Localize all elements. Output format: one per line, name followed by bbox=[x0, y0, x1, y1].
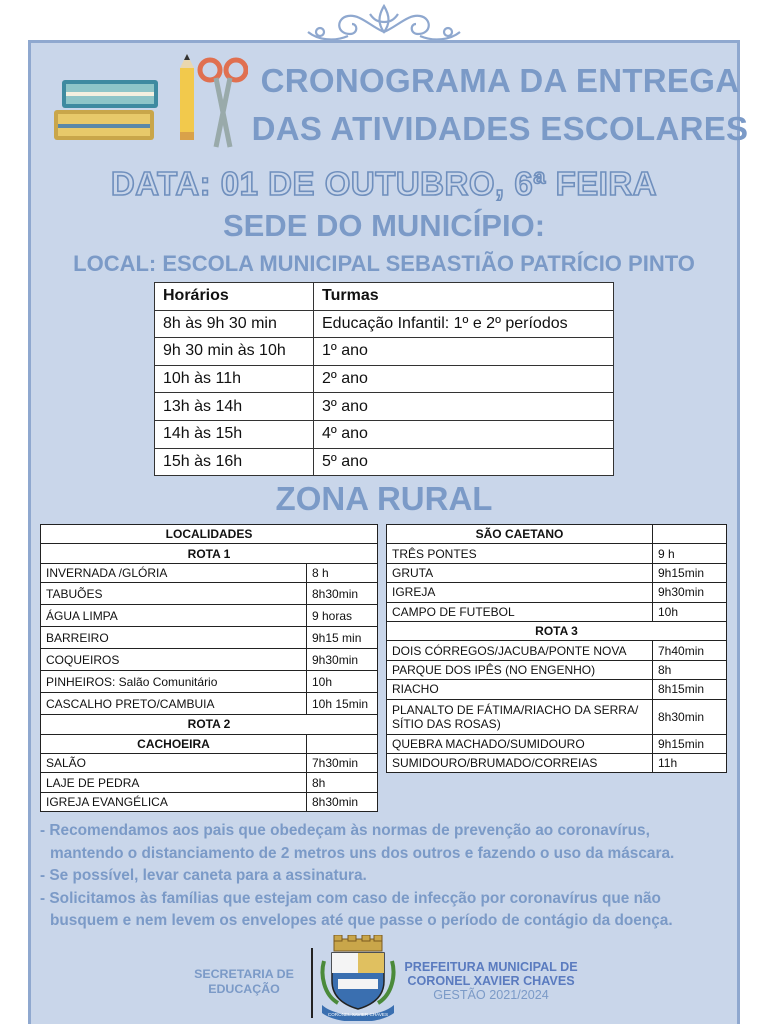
table-row bbox=[41, 773, 378, 792]
location-name: PLANALTO DE FÁTIMA/RIACHO DA SERRA/ SÍTIO DAS ROSAS) bbox=[387, 699, 653, 734]
prefeitura-label bbox=[396, 960, 586, 1002]
table-row bbox=[41, 583, 378, 605]
schedule-class: 4º ano bbox=[314, 420, 614, 448]
location-time: 8h bbox=[653, 660, 727, 679]
location-time: 8h30min bbox=[307, 792, 378, 811]
municipal-crest-icon bbox=[318, 935, 398, 1021]
table-row bbox=[387, 563, 727, 582]
table-row bbox=[387, 525, 727, 544]
table-row bbox=[41, 753, 378, 772]
prefeitura-line1: PREFEITURA MUNICIPAL DE bbox=[404, 960, 578, 974]
location-time: 9h15min bbox=[653, 563, 727, 582]
title-line-1: CRONOGRAMA DA ENTREGA bbox=[260, 62, 740, 99]
secretaria-label bbox=[186, 967, 302, 997]
local-heading: LOCAL: ESCOLA MUNICIPAL SEBASTIÃO PATRÍCIO PINTO bbox=[73, 251, 695, 276]
location-name: ÁGUA LIMPA bbox=[41, 605, 307, 627]
notes bbox=[40, 820, 740, 933]
header-turmas: Turmas bbox=[314, 283, 614, 311]
location-time: 7h40min bbox=[653, 641, 727, 660]
schedule-class: 5º ano bbox=[314, 448, 614, 476]
empty-cell bbox=[653, 525, 727, 544]
location-time: 11h bbox=[653, 753, 727, 772]
title-line-2: DAS ATIVIDADES ESCOLARES bbox=[251, 110, 749, 147]
schedule-time: 9h 30 min às 10h bbox=[155, 338, 314, 366]
rota2-header: ROTA 2 bbox=[41, 715, 378, 734]
note-3b: busquem e nem levem os envelopes até que passe o período de contágio da doença. bbox=[50, 912, 673, 930]
table-row bbox=[387, 660, 727, 679]
location-name: GRUTA bbox=[387, 563, 653, 582]
location-time: 8h15min bbox=[653, 680, 727, 699]
schedule-time: 15h às 16h bbox=[155, 448, 314, 476]
prefeitura-line2: CORONEL XAVIER CHAVES bbox=[407, 974, 575, 988]
table-row bbox=[387, 641, 727, 660]
location-name: LAJE DE PEDRA bbox=[41, 773, 307, 792]
location-name: RIACHO bbox=[387, 680, 653, 699]
table-row bbox=[155, 448, 614, 476]
localidades-header: LOCALIDADES bbox=[41, 525, 378, 544]
rota1-header: ROTA 1 bbox=[41, 544, 378, 563]
secretaria-line2: EDUCAÇÃO bbox=[208, 982, 280, 996]
sao-caetano-header: SÃO CAETANO bbox=[387, 525, 653, 544]
location-time: 9h30min bbox=[307, 649, 378, 671]
location-name: CASCALHO PRETO/CAMBUIA bbox=[41, 693, 307, 715]
location-time: 8h30min bbox=[307, 583, 378, 605]
location-name: PINHEIROS: Salão Comunitário bbox=[41, 671, 307, 693]
location-name: SUMIDOURO/BRUMADO/CORREIAS bbox=[387, 753, 653, 772]
location-name: IGREJA bbox=[387, 583, 653, 602]
location-name: IGREJA EVANGÉLICA bbox=[41, 792, 307, 811]
schedule-class: 1º ano bbox=[314, 338, 614, 366]
date-heading: DATA: 01 DE OUTUBRO, 6ª FEIRA bbox=[110, 165, 658, 202]
table-row bbox=[155, 365, 614, 393]
table-row bbox=[387, 734, 727, 753]
table-row bbox=[155, 338, 614, 366]
table-row bbox=[387, 602, 727, 621]
location-time: 10h bbox=[653, 602, 727, 621]
table-row bbox=[41, 605, 378, 627]
location-time: 9h15 min bbox=[307, 627, 378, 649]
location-name: TRÊS PONTES bbox=[387, 544, 653, 563]
table-row bbox=[41, 792, 378, 811]
schedule-time: 8h às 9h 30 min bbox=[155, 310, 314, 338]
table-row bbox=[387, 680, 727, 699]
table-row bbox=[155, 310, 614, 338]
table-row bbox=[41, 649, 378, 671]
location-time: 9 horas bbox=[307, 605, 378, 627]
books-pencil-scissors-icon bbox=[48, 52, 248, 152]
location-name: SALÃO bbox=[41, 753, 307, 772]
location-time: 9h30min bbox=[653, 583, 727, 602]
schedule-class: Educação Infantil: 1º e 2º períodos bbox=[314, 310, 614, 338]
location-name: QUEBRA MACHADO/SUMIDOURO bbox=[387, 734, 653, 753]
location-time: 10h 15min bbox=[307, 693, 378, 715]
location-name: COQUEIROS bbox=[41, 649, 307, 671]
sede-heading: SEDE DO MUNICÍPIO: bbox=[222, 208, 546, 243]
location-name: CAMPO DE FUTEBOL bbox=[387, 602, 653, 621]
location-name: TABUÕES bbox=[41, 583, 307, 605]
zona-rural-heading: ZONA RURAL bbox=[275, 480, 493, 517]
crest-text: CORONEL XAVIER CHAVES bbox=[327, 1012, 389, 1017]
header-horarios: Horários bbox=[155, 283, 314, 311]
location-time: 10h bbox=[307, 671, 378, 693]
location-time: 8 h bbox=[307, 563, 378, 582]
schedule-class: 2º ano bbox=[314, 365, 614, 393]
location-time: 8h30min bbox=[653, 699, 727, 734]
table-row bbox=[41, 715, 378, 734]
schedule-time: 10h às 11h bbox=[155, 365, 314, 393]
schedule-table bbox=[154, 282, 614, 476]
table-row bbox=[41, 627, 378, 649]
divider bbox=[311, 948, 313, 1018]
ornament-icon bbox=[300, 2, 468, 48]
location-time: 9 h bbox=[653, 544, 727, 563]
table-row bbox=[387, 753, 727, 772]
location-name: PARQUE DOS IPÊS (NO ENGENHO) bbox=[387, 660, 653, 679]
note-1b: mantendo o distanciamento de 2 metros uns dos outros e fazendo o uso da máscara. bbox=[50, 844, 675, 862]
location-time: 9h15min bbox=[653, 734, 727, 753]
secretaria-line1: SECRETARIA DE bbox=[194, 967, 294, 981]
table-row bbox=[387, 544, 727, 563]
rural-table-right bbox=[386, 524, 727, 773]
note-2: - Se possível, levar caneta para a assinatura. bbox=[40, 867, 367, 885]
table-header-row bbox=[155, 283, 614, 311]
table-row bbox=[41, 525, 378, 544]
schedule-class: 3º ano bbox=[314, 393, 614, 421]
location-name: DOIS CÓRREGOS/JACUBA/PONTE NOVA bbox=[387, 641, 653, 660]
gestao-label: GESTÃO 2021/2024 bbox=[433, 988, 549, 1002]
location-time: 8h bbox=[307, 773, 378, 792]
schedule-time: 13h às 14h bbox=[155, 393, 314, 421]
table-row bbox=[387, 583, 727, 602]
empty-cell bbox=[307, 734, 378, 753]
cachoeira-header: CACHOEIRA bbox=[41, 734, 307, 753]
location-name: BARREIRO bbox=[41, 627, 307, 649]
table-row bbox=[41, 671, 378, 693]
table-row bbox=[41, 693, 378, 715]
table-row bbox=[41, 734, 378, 753]
rural-table-left bbox=[40, 524, 378, 812]
table-row bbox=[41, 544, 378, 563]
location-name: INVERNADA /GLÓRIA bbox=[41, 563, 307, 582]
note-3a: - Solicitamos às famílias que estejam com caso de infecção por coronavírus que não bbox=[40, 889, 661, 907]
table-row bbox=[387, 699, 727, 734]
location-time: 7h30min bbox=[307, 753, 378, 772]
schedule-time: 14h às 15h bbox=[155, 420, 314, 448]
note-1a: - Recomendamos aos pais que obedeçam às normas de prevenção ao coronavírus, bbox=[40, 822, 650, 839]
table-row bbox=[155, 393, 614, 421]
rota3-header: ROTA 3 bbox=[387, 621, 727, 640]
table-row bbox=[41, 563, 378, 582]
table-row bbox=[387, 621, 727, 640]
table-row bbox=[155, 420, 614, 448]
